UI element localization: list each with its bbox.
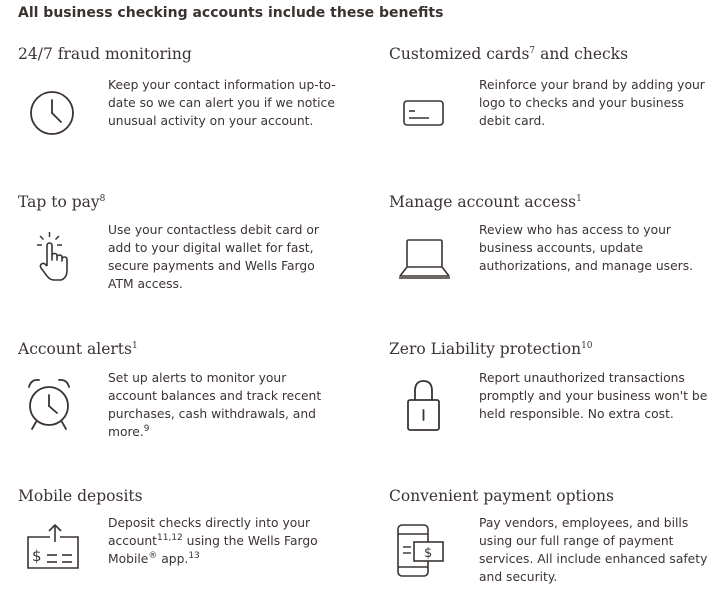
benefit-description: Pay vendors, employees, and bills using our full range of payment services. All include enhanced safety and security. xyxy=(479,516,708,584)
benefit-manage-account-access xyxy=(389,192,719,273)
benefit-tap-to-pay xyxy=(18,192,348,291)
benefit-description: Report unauthorized transactions promptly and your business won't be held responsible. No extra cost. xyxy=(479,371,708,421)
benefit-title: Mobile deposits xyxy=(18,487,143,505)
benefit-fraud-monitoring xyxy=(18,44,348,128)
benefit-customized-cards xyxy=(389,44,719,128)
svg-text:$: $ xyxy=(424,546,433,561)
benefit-title: Account alerts$^1$ xyxy=(18,340,138,358)
laptop-icon xyxy=(389,226,459,296)
card-icon xyxy=(389,78,459,148)
benefit-description: Use your contactless debit card or add to your digital wallet for fast, secure payments and Wells Fargo ATM access. xyxy=(108,223,319,291)
benefit-mobile-deposits xyxy=(18,486,348,566)
benefit-zero-liability xyxy=(389,339,719,421)
benefit-description: Reinforce your brand by adding your logo to checks and your business debit card. xyxy=(479,78,705,128)
benefit-title: 24/7 fraud monitoring xyxy=(18,45,192,63)
benefit-description: Set up alerts to monitor your account balances and track recent purchases, cash withdrawals, and more.$^9$ xyxy=(108,371,322,439)
tap-hand-icon xyxy=(18,226,88,296)
svg-text:$: $ xyxy=(32,547,42,565)
alarm-clock-icon xyxy=(18,373,88,443)
benefit-title: Zero Liability protection$^{10}$ xyxy=(389,340,593,358)
benefit-title: Tap to pay$^8$ xyxy=(18,193,106,211)
benefit-convenient-payment-options xyxy=(389,486,719,584)
benefit-title: Manage account access$^1$ xyxy=(389,193,582,211)
benefit-description: Keep your contact information up-to-date so we can alert you if we notice unusual activity on your account. xyxy=(108,78,336,128)
page-heading: All business checking accounts include these benefits xyxy=(18,5,444,21)
benefit-title: Convenient payment options xyxy=(389,487,614,505)
clock-icon xyxy=(18,78,88,148)
benefit-description: Deposit checks directly into your account$^{11,12}$ using the Wells Fargo Mobile® app.$^{13}$ xyxy=(108,516,318,566)
benefit-title: Customized cards$^7$ and checks xyxy=(389,45,629,63)
mobile-payment-icon xyxy=(389,520,459,590)
benefit-description: Review who has access to your business accounts, update authorizations, and manage users. xyxy=(479,223,694,273)
benefit-account-alerts xyxy=(18,339,348,439)
padlock-icon xyxy=(389,373,459,443)
check-deposit-icon xyxy=(18,520,88,590)
